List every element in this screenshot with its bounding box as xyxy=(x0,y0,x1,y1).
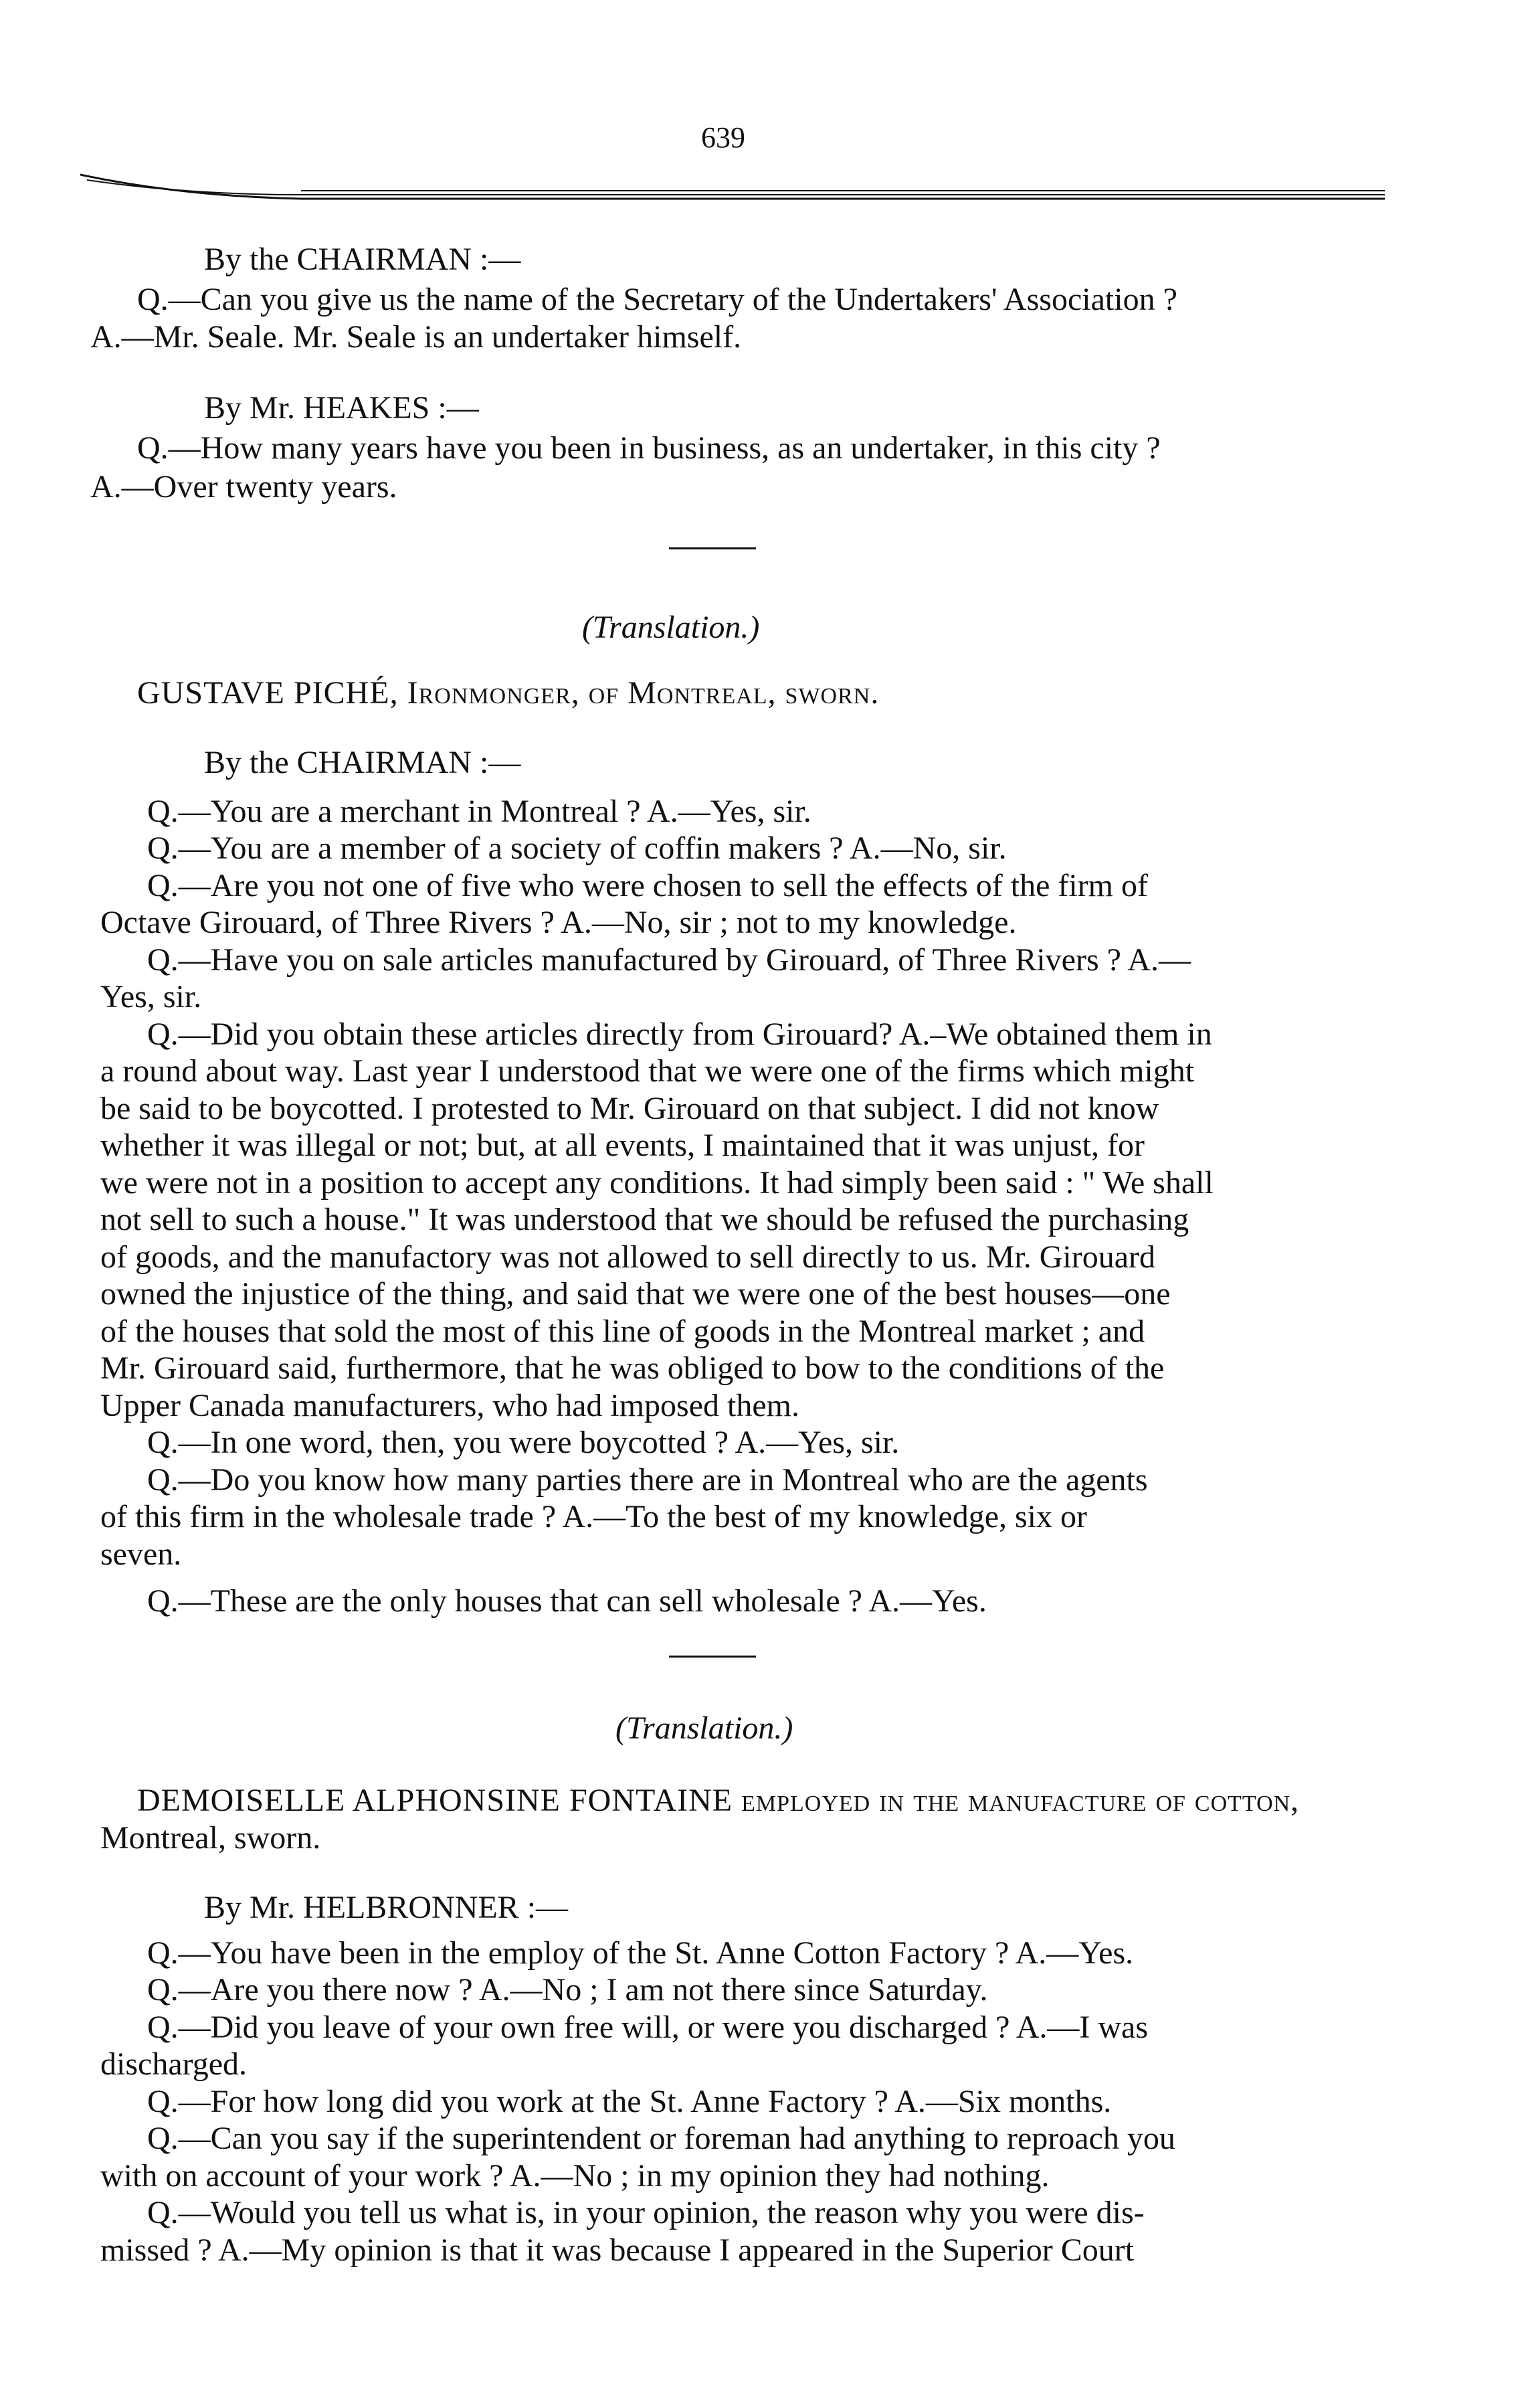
header-rule xyxy=(80,171,1385,203)
by-chairman-heading: By the CHAIRMAN :— xyxy=(204,745,521,780)
testimony-line: Q.—These are the only houses that can sell wholesale ? A.—Yes. xyxy=(147,1583,987,1619)
testimony-line: Q.—Do you know how many parties there are in Montreal who are the agents xyxy=(147,1462,1148,1498)
testimony-line: Q.—Are you not one of five who were chosen to sell the effects of the firm of xyxy=(147,868,1148,903)
testimony-line: a round about way. Last year I understood that we were one of the firms which might xyxy=(100,1053,1195,1089)
testimony-line: Q.—You are a member of a society of coffin makers ? A.—No, sir. xyxy=(147,830,1007,866)
page-number: 639 xyxy=(701,121,745,154)
testimony-line: of the houses that sold the most of this line of goods in the Montreal market ; and xyxy=(100,1314,1145,1349)
testimony-line: owned the injustice of the thing, and said that we were one of the best houses—one xyxy=(100,1276,1171,1312)
testimony-line: Q.—You are a merchant in Montreal ? A.—Yes, sir. xyxy=(147,794,811,829)
section-separator xyxy=(669,547,756,549)
testimony-line: Q.—Did you obtain these articles directly from Girouard? A.–We obtained them in xyxy=(147,1016,1212,1052)
testimony-line: Q.—You have been in the employ of the St. Anne Cotton Factory ? A.—Yes. xyxy=(147,1935,1134,1971)
testimony-line: Yes, sir. xyxy=(100,979,202,1014)
testimony-line: Upper Canada manufacturers, who had imposed them. xyxy=(100,1388,800,1423)
witness-piche: GUSTAVE PICHÉ, Ironmonger, of Montreal, sworn. xyxy=(137,675,880,711)
question-secretary: Q.—Can you give us the name of the Secretary of the Undertakers' Association ? xyxy=(137,282,1177,317)
answer-years: A.—Over twenty years. xyxy=(90,469,397,505)
testimony-line: of this firm in the wholesale trade ? A.—To the best of my knowledge, six or xyxy=(100,1499,1087,1534)
testimony-line: we were not in a position to accept any conditions. It had simply been said : " We shall xyxy=(100,1165,1214,1201)
by-helbronner-heading: By Mr. HELBRONNER :— xyxy=(204,1890,569,1925)
testimony-line: Q.—In one word, then, you were boycotted ? A.—Yes, sir. xyxy=(147,1425,900,1460)
testimony-line: whether it was illegal or not; but, at all events, I maintained that it was unjust, for xyxy=(100,1128,1145,1163)
witness-fontaine: DEMOISELLE ALPHONSINE FONTAINE employed in the manufacture of cotton, xyxy=(137,1783,1300,1818)
testimony-line: missed ? A.—My opinion is that it was because I appeared in the Superior Court xyxy=(100,2232,1135,2268)
witness-fontaine-cont: Montreal, sworn. xyxy=(100,1820,321,1856)
testimony-line: be said to be boycotted. I protested to Mr. Girouard on that subject. I did not know xyxy=(100,1091,1159,1126)
translation-note: (Translation.) xyxy=(615,1710,793,1746)
testimony-line: Q.—Are you there now ? A.—No ; I am not there since Saturday. xyxy=(147,1972,988,2008)
translation-note: (Translation.) xyxy=(582,610,760,645)
testimony-line: Q.—For how long did you work at the St. Anne Factory ? A.—Six months. xyxy=(147,2084,1112,2119)
testimony-line: Q.—Did you leave of your own free will, or were you discharged ? A.—I was xyxy=(147,2010,1149,2045)
testimony-line: Mr. Girouard said, furthermore, that he was obliged to bow to the conditions of the xyxy=(100,1350,1165,1386)
testimony-line: not sell to such a house." It was understood that we should be refused the purchasing xyxy=(100,1202,1189,1237)
testimony-line: Octave Girouard, of Three Rivers ? A.—No, sir ; not to my knowledge. xyxy=(100,905,1017,940)
by-chairman-heading: By the CHAIRMAN :— xyxy=(204,242,521,277)
testimony-line: Q.—Can you say if the superintendent or foreman had anything to reproach you xyxy=(147,2121,1175,2156)
by-heakes-heading: By Mr. HEAKES :— xyxy=(204,390,479,426)
testimony-line: Q.—Would you tell us what is, in your opinion, the reason why you were dis- xyxy=(147,2195,1145,2230)
question-years: Q.—How many years have you been in business, as an undertaker, in this city ? xyxy=(137,430,1161,466)
testimony-line: with on account of your work ? A.—No ; in my opinion they had nothing. xyxy=(100,2158,1050,2194)
testimony-line: of goods, and the manufactory was not allowed to sell directly to us. Mr. Girouard xyxy=(100,1239,1155,1275)
testimony-line: seven. xyxy=(100,1536,182,1572)
answer-secretary: A.—Mr. Seale. Mr. Seale is an undertaker himself. xyxy=(90,319,742,355)
testimony-line: discharged. xyxy=(100,2046,248,2082)
section-separator xyxy=(669,1656,756,1658)
testimony-line: Q.—Have you on sale articles manufactured by Girouard, of Three Rivers ? A.— xyxy=(147,942,1191,978)
